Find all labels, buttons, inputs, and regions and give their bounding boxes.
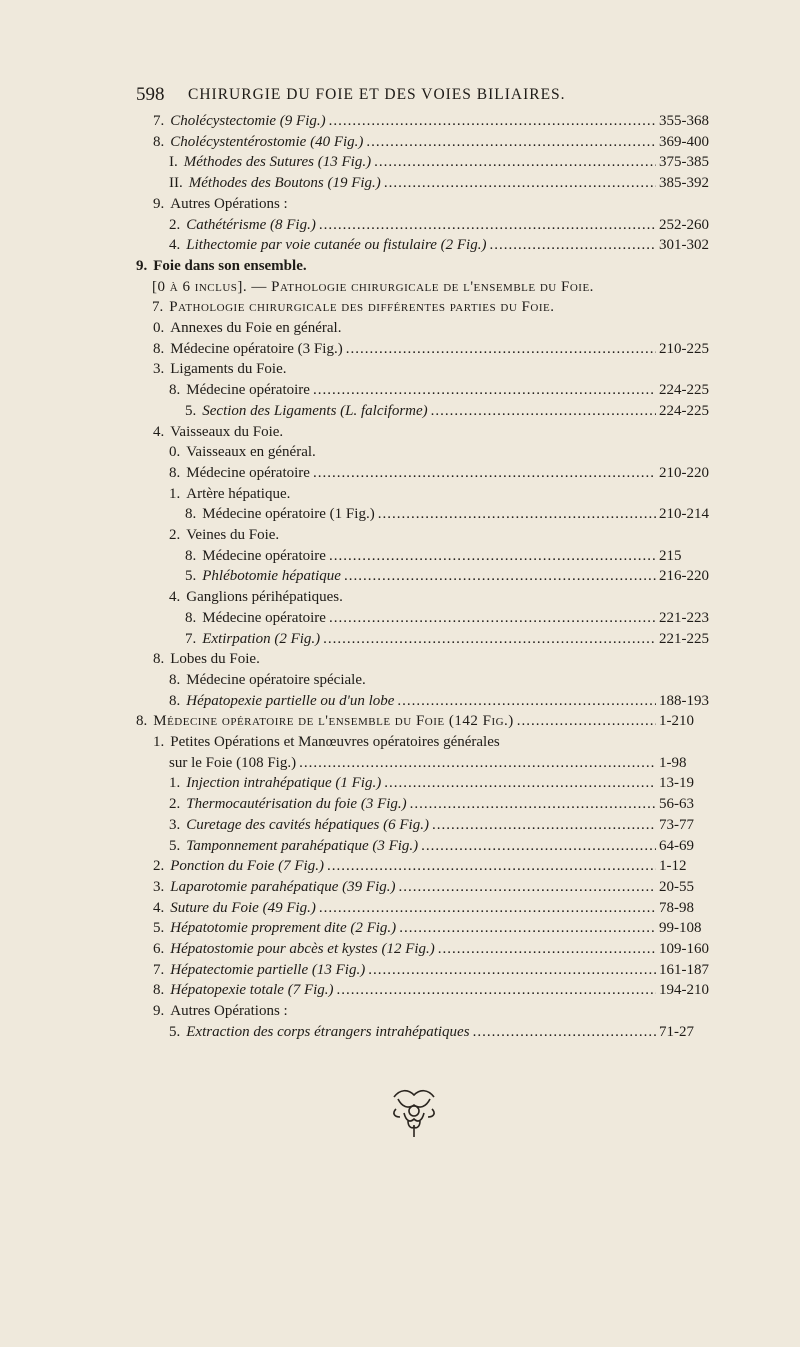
toc-entry [169, 484, 290, 504]
entry-number: 8. [169, 692, 181, 709]
entry-pages: 1-210 [659, 713, 694, 730]
entry-title: Vaisseaux du Foie. [170, 423, 284, 440]
toc-entry [169, 380, 741, 400]
entry-title: Hépatectomie partielle (13 Fig.) [170, 961, 366, 978]
entry-pages: 355-368 [659, 113, 709, 129]
dot-leader [374, 152, 656, 172]
entry-title: Artère hépatique. [186, 485, 291, 502]
entry-title: Médecine opératoire [186, 382, 310, 399]
entry-number: 8. [169, 382, 181, 399]
dot-leader [329, 111, 656, 131]
dot-leader [319, 898, 656, 918]
toc-entry [169, 794, 741, 814]
entry-number: 2. [169, 527, 181, 543]
entry-title: Lobes du Foie. [170, 651, 260, 668]
entry-title: Cholécystentérostomie (40 Fig.) [170, 133, 364, 150]
entry-number: 8. [136, 713, 148, 730]
toc-entry [153, 939, 741, 959]
toc-entry [153, 194, 288, 214]
entry-pages: 20-55 [659, 878, 694, 895]
entry-title: Autres Opérations : [170, 1003, 288, 1020]
dot-leader [473, 1022, 656, 1042]
entry-title: Section des Ligaments (L. falciforme) [202, 402, 428, 419]
entry-title: Thermocautérisation du foie (3 Fig.) [186, 796, 407, 813]
toc-entry [169, 442, 316, 462]
entry-pages: 224-225 [659, 402, 709, 419]
entry-number: 2. [153, 858, 165, 875]
entry-title: Annexes du Foie en général. [170, 320, 342, 336]
dot-leader [384, 173, 656, 193]
entry-title: Méthodes des Boutons (19 Fig.) [188, 175, 381, 192]
entry-number: 8. [153, 340, 165, 357]
toc-entry [169, 587, 343, 607]
toc-entry [169, 235, 741, 255]
entry-number: 3. [153, 361, 165, 378]
entry-number: I. [169, 154, 178, 171]
entry-number: 1. [153, 734, 165, 750]
toc-entry [136, 711, 741, 731]
entry-title: Laparotomie parahépatique (39 Fig.) [170, 878, 396, 895]
entry-title: Veines du Foie. [186, 527, 280, 543]
entry-pages: 252-260 [659, 216, 709, 233]
toc-entry [153, 960, 741, 980]
entry-number: 3. [169, 816, 181, 833]
entry-pages: 216-220 [659, 568, 709, 585]
dot-leader [399, 877, 656, 897]
toc-entry [153, 339, 741, 359]
entry-title: Vaisseaux en général. [186, 444, 316, 461]
toc-entry [185, 546, 741, 566]
entry-number: 1. [169, 775, 181, 792]
entry-number: 7. [153, 113, 165, 129]
entry-number: 0. [169, 444, 181, 461]
entry-number: 8. [169, 671, 181, 688]
entry-number: 8. [169, 464, 181, 481]
toc-entry [169, 1022, 741, 1042]
dot-leader [410, 794, 656, 814]
entry-number: 9. [153, 195, 165, 212]
dot-leader [378, 504, 656, 524]
dot-leader [346, 339, 656, 359]
entry-pages: 1-98 [659, 754, 687, 771]
entry-title: [0 à 6 inclus]. — Pathologie chirurgicale de l'ensemble du Foie. [152, 278, 594, 295]
toc-entry [153, 856, 741, 876]
toc-entry [169, 525, 279, 545]
entry-title: Extirpation (2 Fig.) [202, 630, 321, 647]
entry-title: Hépatopexie partielle ou d'un lobe [186, 692, 395, 709]
toc-entry [169, 173, 741, 193]
entry-pages: 78-98 [659, 899, 694, 916]
entry-number: 9. [153, 1003, 165, 1020]
toc-entry [169, 215, 741, 235]
toc-entry [153, 980, 741, 1000]
entry-title: Pathologie chirurgicale des différentes parties du Foie. [169, 299, 555, 316]
entry-title: Ligaments du Foie. [170, 361, 287, 378]
toc-entry [152, 297, 554, 317]
dot-leader [319, 215, 656, 235]
entry-pages: 210-214 [659, 506, 709, 523]
entry-pages: 188-193 [659, 692, 709, 709]
entry-pages: 13-19 [659, 775, 694, 792]
dot-leader [337, 980, 656, 1000]
entry-title: Tamponnement parahépatique (3 Fig.) [186, 837, 419, 854]
decorative-ornament [388, 1087, 440, 1139]
toc-entry [153, 1001, 288, 1021]
entry-title: Cathétérisme (8 Fig.) [186, 216, 316, 233]
entry-title: Phlébotomie hépatique [202, 568, 341, 585]
dot-leader [517, 711, 656, 731]
dot-leader [366, 132, 656, 152]
entry-pages: 215 [659, 547, 682, 564]
dot-leader [431, 401, 656, 421]
entry-number: 4. [169, 237, 181, 254]
entry-pages: 375-385 [659, 154, 709, 171]
entry-title: Médecine opératoire [186, 464, 310, 481]
toc-entry [185, 566, 741, 586]
toc-entry [185, 608, 741, 628]
dot-leader [399, 918, 656, 938]
toc-entry [169, 836, 741, 856]
toc-entry [153, 877, 741, 897]
entry-pages: 221-223 [659, 609, 709, 626]
entry-number: 5. [169, 837, 181, 854]
entry-number: 0. [153, 320, 165, 336]
dot-leader [344, 566, 656, 586]
entry-number: 2. [169, 216, 181, 233]
toc-entry [169, 773, 741, 793]
entry-pages: 224-225 [659, 382, 709, 399]
entry-number: 8. [185, 506, 197, 523]
entry-title: Curetage des cavités hépatiques (6 Fig.) [186, 816, 429, 833]
entry-title: Autres Opérations : [170, 195, 288, 212]
entry-title: Médecine opératoire (1 Fig.) [202, 506, 375, 523]
entry-number: 3. [153, 878, 165, 895]
dot-leader [327, 856, 656, 876]
running-title: CHIRURGIE DU FOIE ET DES VOIES BILIAIRES. [188, 86, 566, 103]
dot-leader [329, 546, 656, 566]
entry-pages: 221-225 [659, 630, 709, 647]
toc-entry [153, 359, 287, 379]
entry-title: Injection intrahépatique (1 Fig.) [186, 775, 382, 792]
toc-entry [152, 277, 594, 297]
dot-leader [313, 380, 656, 400]
toc-entry [185, 504, 741, 524]
dot-leader [329, 608, 656, 628]
entry-pages: 385-392 [659, 175, 709, 192]
entry-pages: 194-210 [659, 982, 709, 999]
dot-leader [397, 691, 656, 711]
entry-number: 8. [185, 547, 197, 564]
entry-pages: 161-187 [659, 961, 709, 978]
entry-title: Foie dans son ensemble. [153, 257, 307, 274]
toc-entry [169, 152, 741, 172]
entry-number: 6. [153, 941, 165, 957]
entry-number: 5. [169, 1023, 181, 1040]
entry-number: 8. [153, 982, 165, 999]
entry-number: 7. [153, 961, 165, 978]
toc-entry [153, 318, 341, 338]
dot-leader [299, 753, 656, 773]
dot-leader [421, 836, 656, 856]
entry-title: Médecine opératoire de l'ensemble du Foie (142 Fig.) [153, 713, 514, 730]
entry-pages: 301-302 [659, 237, 709, 254]
dot-leader [438, 939, 656, 959]
entry-number: 5. [185, 402, 197, 419]
entry-number: 2. [169, 796, 181, 813]
toc-entry [169, 753, 741, 773]
entry-title: Extraction des corps étrangers intrahépatiques [186, 1023, 470, 1040]
entry-title: Médecine opératoire [202, 609, 326, 626]
toc-entry [185, 629, 741, 649]
dot-leader [313, 463, 656, 483]
toc-entry [169, 670, 366, 690]
toc-entry [169, 691, 741, 711]
entry-number: 5. [185, 568, 197, 585]
dot-leader [323, 629, 656, 649]
toc-entry [185, 401, 741, 421]
toc-entry [153, 422, 283, 442]
entry-title: Hépatostomie pour abcès et kystes (12 Fig.) [170, 941, 435, 957]
entry-title: Lithectomie par voie cutanée ou fistulaire (2 Fig.) [186, 237, 487, 254]
toc-entry [153, 898, 741, 918]
dot-leader [384, 773, 656, 793]
entry-title: Ponction du Foie (7 Fig.) [170, 858, 324, 875]
toc-entry [169, 815, 741, 835]
page-header [136, 84, 656, 108]
entry-pages: 73-77 [659, 816, 694, 833]
toc-entry [153, 649, 260, 669]
entry-number: 4. [153, 899, 165, 916]
entry-title: Médecine opératoire [202, 547, 326, 564]
entry-number: 4. [153, 423, 165, 440]
entry-title: sur le Foie (108 Fig.) [169, 754, 297, 771]
toc-entry [136, 256, 307, 276]
entry-number: 8. [185, 609, 197, 626]
toc-entry [169, 463, 741, 483]
entry-number: 1. [169, 485, 181, 502]
entry-pages: 210-220 [659, 464, 709, 481]
toc-entry [153, 111, 741, 131]
entry-title: Hépatotomie proprement dite (2 Fig.) [170, 920, 397, 937]
toc-entry [153, 732, 500, 752]
entry-number: 8. [153, 651, 165, 668]
dot-leader [489, 235, 656, 255]
entry-title: Médecine opératoire (3 Fig.) [170, 340, 343, 357]
dot-leader [368, 960, 656, 980]
entry-pages: 1-12 [659, 858, 687, 875]
entry-number: 8. [153, 133, 165, 150]
toc-entry [153, 132, 741, 152]
entry-number: II. [169, 175, 183, 192]
entry-pages: 210-225 [659, 340, 709, 357]
page-number: 598 [136, 84, 165, 105]
entry-pages: 64-69 [659, 837, 694, 854]
entry-title: Méthodes des Sutures (13 Fig.) [183, 154, 372, 171]
entry-number: 5. [153, 920, 165, 937]
entry-title: Suture du Foie (49 Fig.) [170, 899, 316, 916]
entry-pages: 369-400 [659, 133, 709, 150]
entry-pages: 109-160 [659, 941, 709, 957]
entry-title: Médecine opératoire spéciale. [186, 671, 366, 688]
entry-pages: 71-27 [659, 1023, 694, 1040]
entry-number: 4. [169, 589, 181, 606]
dot-leader [432, 815, 656, 835]
entry-pages: 99-108 [659, 920, 702, 937]
toc-entry [153, 918, 741, 938]
entry-title: Petites Opérations et Manœuvres opératoires générales [170, 734, 500, 750]
entry-number: 7. [185, 630, 197, 647]
entry-title: Cholécystectomie (9 Fig.) [170, 113, 326, 129]
entry-number: 7. [152, 299, 164, 316]
entry-number: 9. [136, 257, 148, 274]
entry-title: Ganglions périhépatiques. [186, 589, 343, 606]
entry-pages: 56-63 [659, 796, 694, 813]
entry-title: Hépatopexie totale (7 Fig.) [170, 982, 334, 999]
